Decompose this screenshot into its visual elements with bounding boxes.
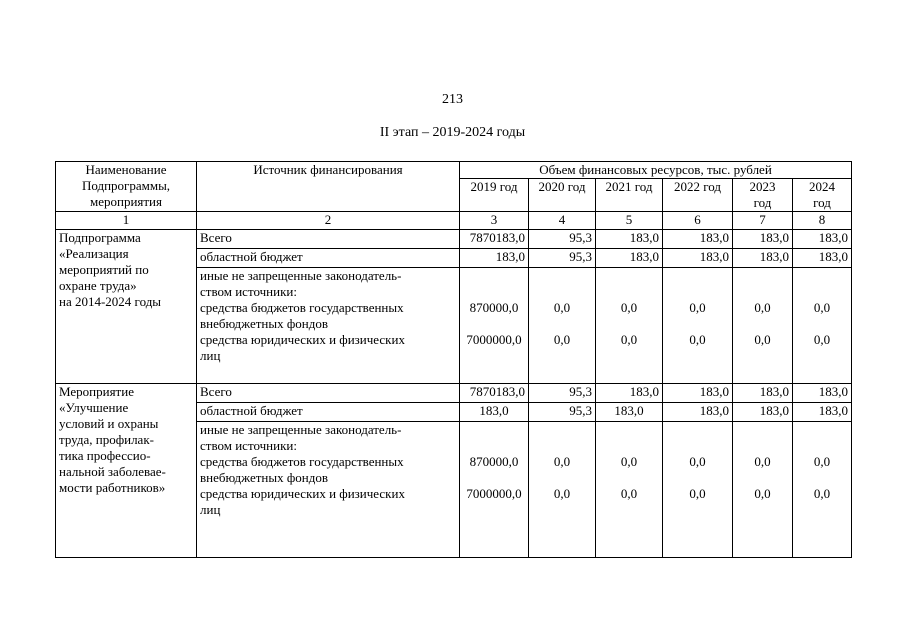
year-2023-line: 2023: [749, 179, 776, 194]
table-row-total: [56, 384, 852, 403]
funds-value: 0,0: [553, 454, 571, 469]
funds-value: 0,0: [813, 300, 831, 315]
funds-value: 0,0: [813, 454, 831, 469]
value-cell: 7870183,0: [460, 384, 529, 403]
value-cell: 183,0: [596, 249, 663, 268]
other-values-cell: [596, 268, 663, 384]
value-cell: 183,0: [733, 403, 793, 422]
other-values-cell: [733, 268, 793, 384]
value-cell: 183,0: [793, 403, 852, 422]
value-cell: 95,3: [529, 249, 596, 268]
value-cell: 183,0: [460, 249, 529, 268]
year-2022-cell: 2022 год: [663, 179, 733, 212]
header-row: [56, 162, 852, 179]
other-values-cell: [596, 422, 663, 558]
year-2020-cell: 2020 год: [529, 179, 596, 212]
col-index: 8: [793, 212, 852, 230]
col-index: 2: [197, 212, 460, 230]
value-cell: 183,0: [733, 230, 793, 249]
value-cell: 183,0: [793, 230, 852, 249]
funds-value: 0,0: [689, 300, 706, 315]
other-values-cell: [529, 268, 596, 384]
funds-value: 0,0: [553, 300, 571, 315]
year-2019-cell: 2019 год: [460, 179, 529, 212]
other-values-cell: [733, 422, 793, 558]
legal-value: 0,0: [689, 486, 706, 501]
funds-value: 0,0: [754, 454, 771, 469]
funds-line: средства бюджетов государственных: [200, 454, 404, 469]
legal-value: 7000000,0: [466, 486, 522, 501]
source-other-cell: [197, 268, 460, 384]
other-values-cell: [460, 268, 529, 384]
header-volume-cell: Объем финансовых ресурсов, тыс. рублей: [460, 162, 852, 179]
funds-value: 0,0: [689, 454, 706, 469]
source-label: областной бюджет: [197, 403, 460, 422]
col-index: 1: [56, 212, 197, 230]
value-cell: 183,0: [596, 403, 663, 422]
value-cell: 183,0: [663, 403, 733, 422]
year-2023-suffix: год: [753, 195, 772, 210]
activity-name-cell: [56, 384, 197, 558]
table-row-total: [56, 230, 852, 249]
source-label: Всего: [197, 230, 460, 249]
name-line: на 2014-2024 годы: [59, 294, 162, 309]
legal-line: средства юридических и физических: [200, 486, 405, 501]
funds-value: 0,0: [620, 454, 638, 469]
value-cell: 183,0: [793, 384, 852, 403]
legal-value: 0,0: [813, 486, 831, 501]
value-cell: 183,0: [596, 230, 663, 249]
col-index: 3: [460, 212, 529, 230]
year-2024-cell: [793, 179, 852, 212]
name-line: мости работников»: [59, 480, 166, 495]
header-source-cell: Источник финансирования: [197, 162, 460, 212]
legal-value: 7000000,0: [466, 332, 522, 347]
financing-table: [55, 161, 852, 558]
value-cell: 183,0: [663, 384, 733, 403]
legal-value: 0,0: [553, 332, 571, 347]
name-line: Подпрограмма: [59, 230, 141, 245]
other-values-cell: [793, 422, 852, 558]
source-label: Всего: [197, 384, 460, 403]
year-2021-cell: 2021 год: [596, 179, 663, 212]
other-intro-line: ством источники:: [200, 438, 297, 453]
source-other-cell: [197, 422, 460, 558]
col-index: 5: [596, 212, 663, 230]
funds-value: 870000,0: [469, 454, 519, 469]
legal-value: 0,0: [754, 486, 771, 501]
other-intro-line: иные не запрещенные законодатель-: [200, 268, 402, 283]
funds-line: внебюджетных фондов: [200, 316, 328, 331]
legal-value: 0,0: [553, 486, 571, 501]
legal-line: средства юридических и физических: [200, 332, 405, 347]
funds-value: 0,0: [754, 300, 771, 315]
other-values-cell: [793, 268, 852, 384]
value-cell: 183,0: [596, 384, 663, 403]
header-name-line: Наименование: [85, 162, 167, 177]
value-cell: 95,3: [529, 230, 596, 249]
value-cell: 95,3: [529, 384, 596, 403]
value-cell: 183,0: [460, 403, 529, 422]
funds-line: средства бюджетов государственных: [200, 300, 404, 315]
funds-line: внебюджетных фондов: [200, 470, 328, 485]
col-index: 7: [733, 212, 793, 230]
name-line: Мероприятие: [59, 384, 134, 399]
name-line: мероприятий по: [59, 262, 149, 277]
other-values-cell: [529, 422, 596, 558]
value-cell: 183,0: [733, 249, 793, 268]
name-line: условий и охраны: [59, 416, 159, 431]
legal-value: 0,0: [813, 332, 831, 347]
name-line: нальной заболевае-: [59, 464, 166, 479]
col-index: 4: [529, 212, 596, 230]
legal-value: 0,0: [689, 332, 706, 347]
header-name-line: Подпрограммы,: [81, 178, 171, 193]
other-values-cell: [663, 268, 733, 384]
legal-value: 0,0: [620, 332, 638, 347]
name-line: «Улучшение: [59, 400, 129, 415]
year-2024-line: 2024: [809, 179, 836, 194]
subprogram-name-cell: [56, 230, 197, 384]
header-name-cell: [56, 162, 197, 212]
year-2024-suffix: год: [813, 195, 831, 210]
year-2023-cell: [733, 179, 793, 212]
legal-line: лиц: [200, 502, 221, 517]
page-number: 213: [442, 92, 463, 107]
source-label: областной бюджет: [197, 249, 460, 268]
value-cell: 95,3: [529, 403, 596, 422]
value-cell: 183,0: [663, 230, 733, 249]
stage-title: II этап – 2019-2024 годы: [379, 125, 526, 140]
funds-value: 870000,0: [469, 300, 519, 315]
name-line: тика профессио-: [59, 448, 151, 463]
header-name-line: мероприятия: [89, 194, 162, 209]
legal-line: лиц: [200, 348, 221, 363]
value-cell: 7870183,0: [460, 230, 529, 249]
other-intro-line: ством источники:: [200, 284, 297, 299]
funds-value: 0,0: [620, 300, 638, 315]
name-line: «Реализация: [59, 246, 129, 261]
col-index: 6: [663, 212, 733, 230]
value-cell: 183,0: [733, 384, 793, 403]
other-values-cell: [663, 422, 733, 558]
value-cell: 183,0: [793, 249, 852, 268]
other-values-cell: [460, 422, 529, 558]
name-line: охране труда»: [59, 278, 137, 293]
legal-value: 0,0: [620, 486, 638, 501]
column-index-row: [56, 212, 852, 230]
other-intro-line: иные не запрещенные законодатель-: [200, 422, 402, 437]
value-cell: 183,0: [663, 249, 733, 268]
legal-value: 0,0: [754, 332, 771, 347]
name-line: труда, профилак-: [59, 432, 154, 447]
